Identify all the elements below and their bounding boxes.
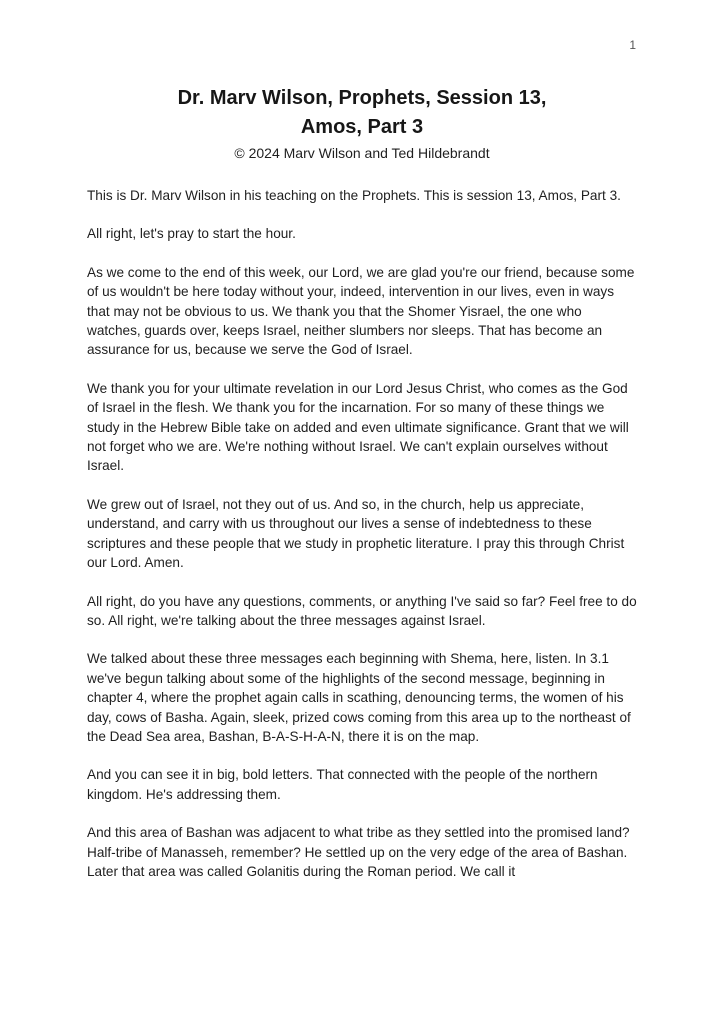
paragraph-intro: This is Dr. Marv Wilson in his teaching on the Prophets. This is session 13, Amos, Part 3. — [87, 188, 621, 203]
copyright-line: © 2024 Marv Wilson and Ted Hildebrandt — [234, 145, 490, 161]
paragraph-prayer-2: We thank you for your ultimate revelation in our Lord Jesus Christ, who comes as the God of Israel in the flesh. We thank you for the incarnation. For so many of these things we study in the Hebrew Bible take on added and even ultimate significance. Grant that we will not forget who we are. We're nothing without Israel. We can't explain ourselves without Israel. — [87, 380, 629, 474]
paragraph-prayer-3: We grew out of Israel, not they out of us. And so, in the church, help us appreciate, understand, and carry with us throughout our lives a sense of indebtedness to these scriptures and these people that we study in prophetic literature. I pray this through Christ our Lord. Amen. — [87, 496, 625, 571]
page-number: 1 — [629, 38, 636, 52]
paragraph-prayer-1: As we come to the end of this week, our Lord, we are glad you're our friend, because some of us wouldn't be here today without your, indeed, intervention in our lives, even in ways that may not be obvious to us. We thank you that the Shomer Yisrael, the one who watches, guards over, keeps Israel, neither slumbers nor sleeps. That has become an assurance for us, because we serve the God of Israel. — [87, 264, 635, 358]
title-line-1: Dr. Marv Wilson, Prophets, Session 13, — [177, 87, 547, 109]
paragraph-questions: All right, do you have any questions, comments, or anything I've said so far? Feel free to do so. All right, we're talking about the three messages against Israel. — [87, 593, 637, 628]
paragraph-bold-letters: And you can see it in big, bold letters. That connected with the people of the northern kingdom. He's addressing them. — [87, 767, 598, 802]
document-title — [87, 84, 637, 142]
paragraph-bashan-tribe: And this area of Bashan was adjacent to what tribe as they settled into the promised land? Half-tribe of Manasseh, remember? He settled up on the very edge of the area of Bashan. Later that area was called Golanitis during the Roman period. We call it — [87, 825, 630, 879]
paragraph-pray-start: All right, let's pray to start the hour. — [87, 226, 296, 242]
transcript-body — [87, 186, 637, 881]
paragraph-three-messages: We talked about these three messages each beginning with Shema, here, listen. In 3.1 we've begun talking about some of the highlights of the second message, beginning in chapter 4, where the prophet again calls in scathing, denouncing terms, the women of his day, cows of Basha. Again, sleek, prized cows coming from this area up to the northeast of the Dead Sea area, Bashan, B-A-S-H-A-N, there it is on the map. — [87, 651, 631, 744]
document-content — [87, 84, 637, 900]
title-line-2: Amos, Part 3 — [300, 116, 424, 138]
